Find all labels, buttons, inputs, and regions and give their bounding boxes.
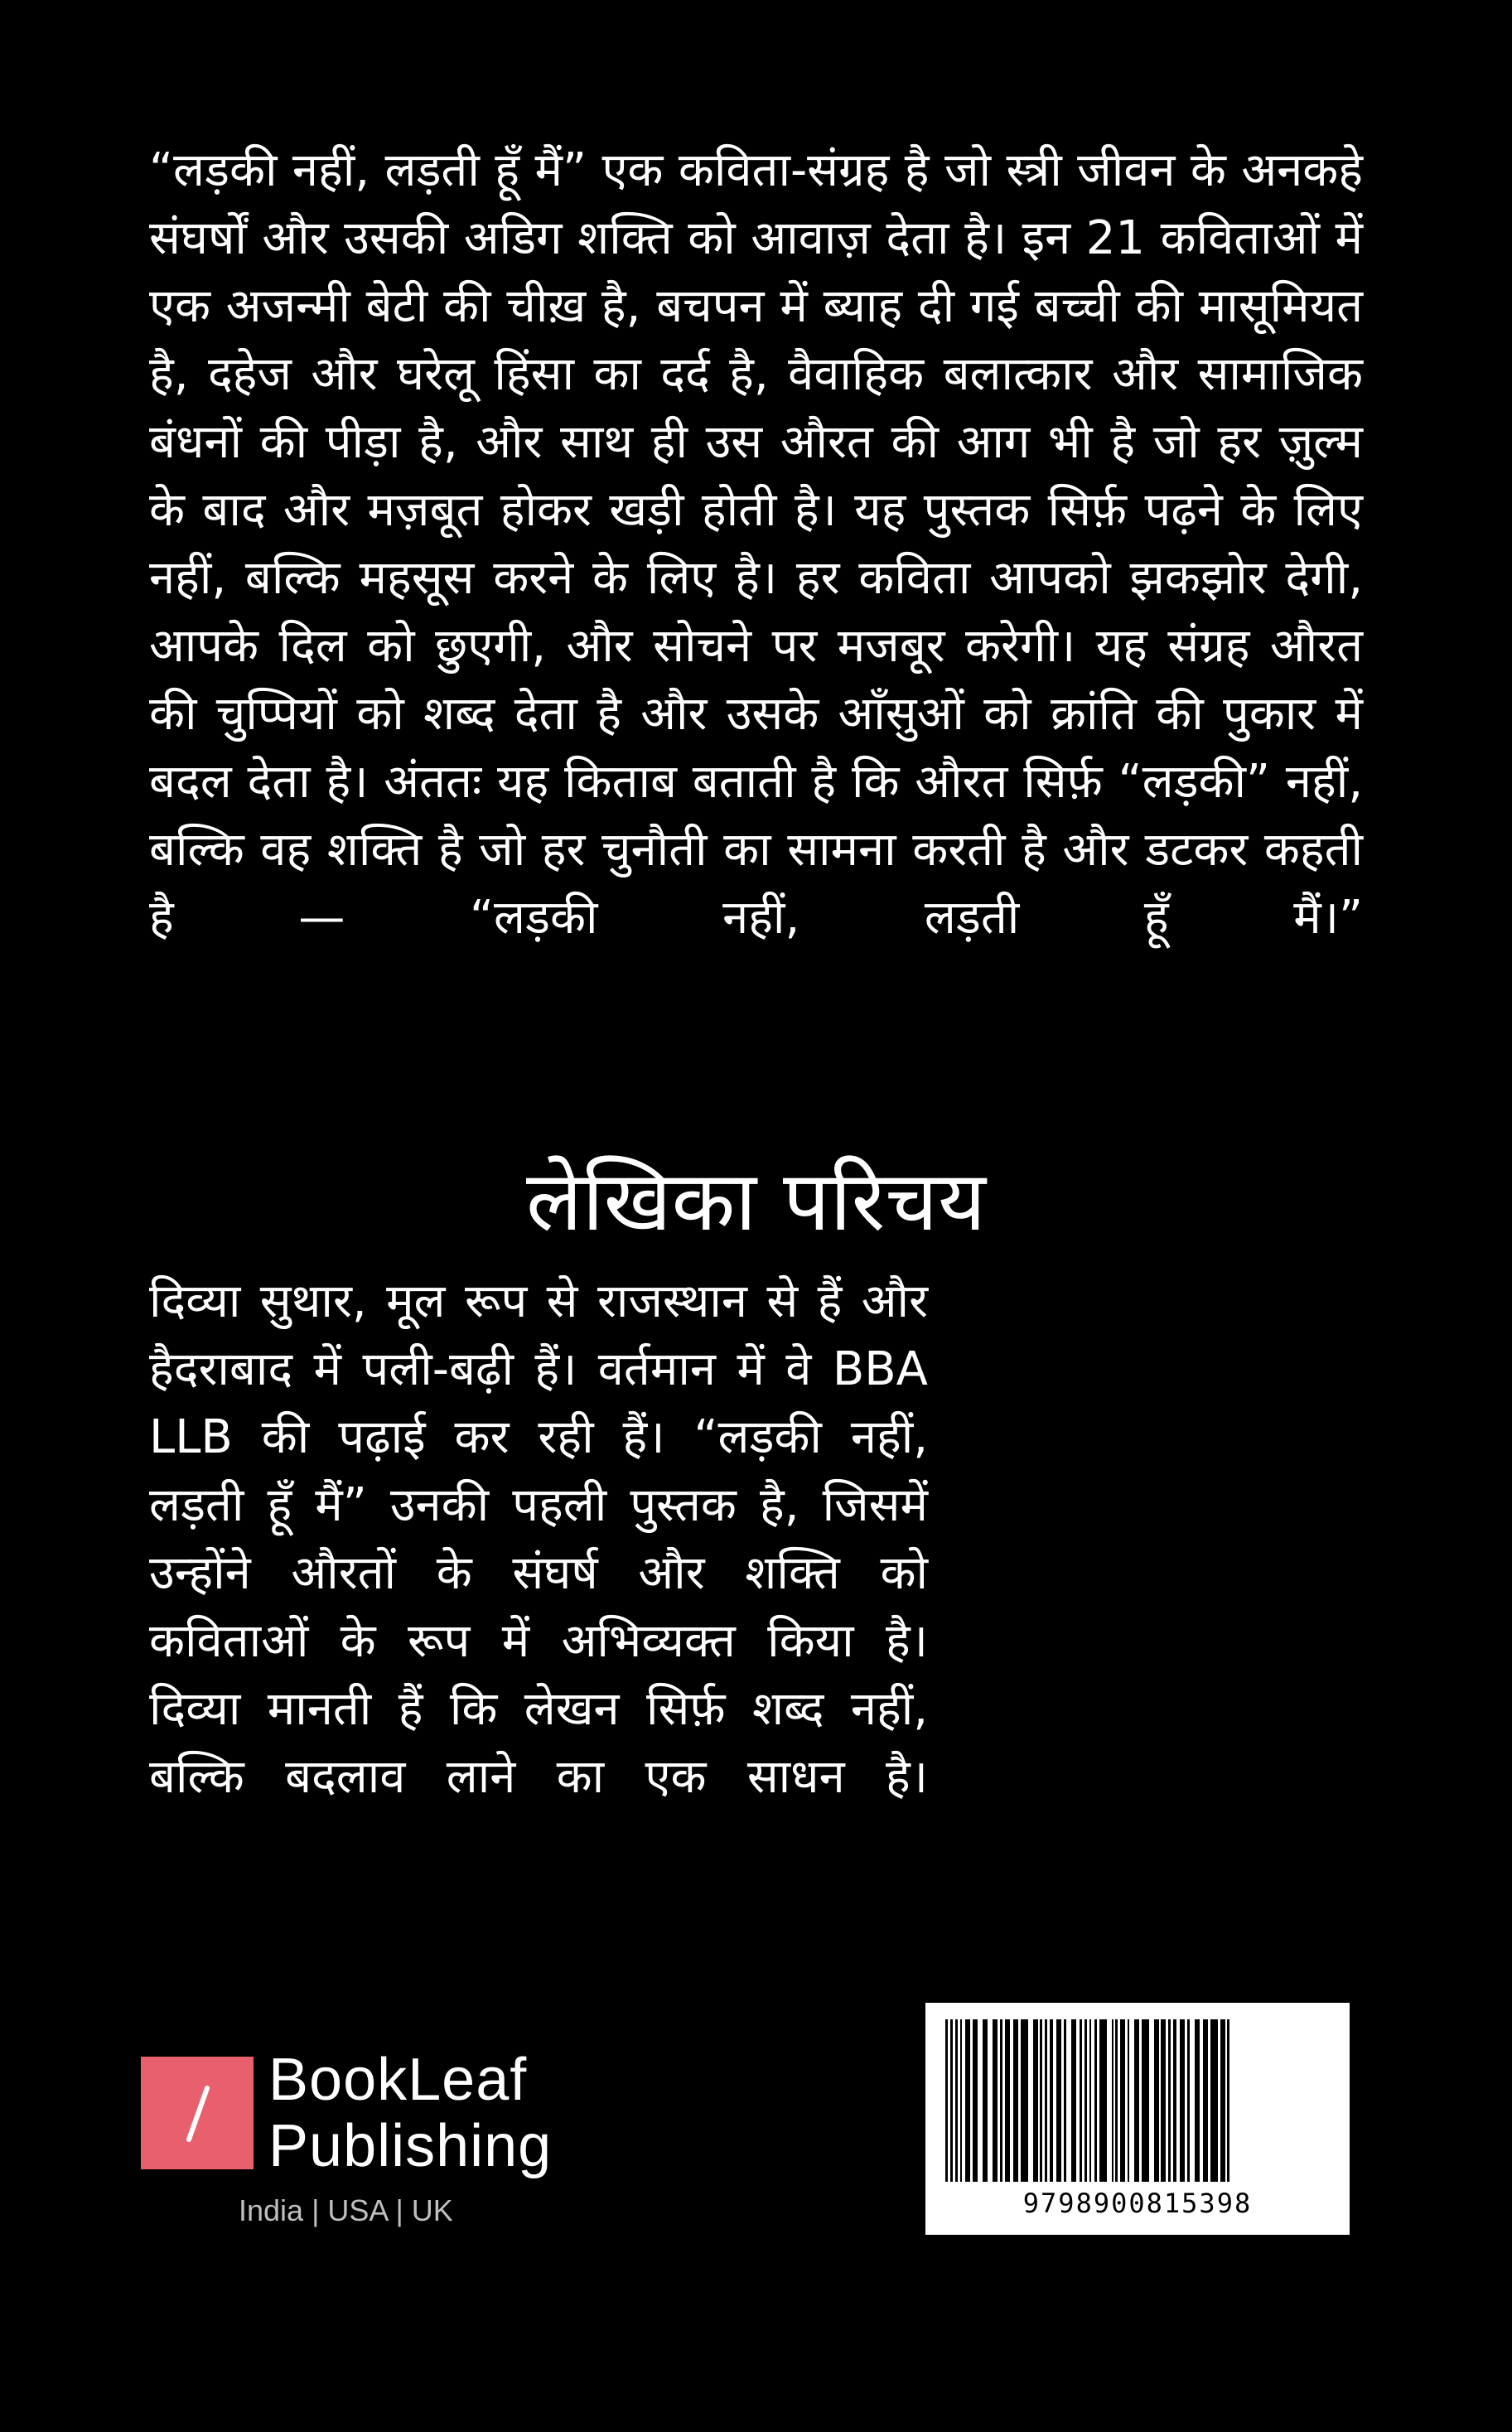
barcode-bar [1115, 2019, 1118, 2182]
barcode-bar [993, 2019, 998, 2182]
barcode-bar [1120, 2019, 1125, 2182]
barcode-bar [1134, 2019, 1139, 2182]
barcode-bar [960, 2019, 962, 2182]
barcode-bar [1128, 2019, 1129, 2182]
barcode-bars [942, 2019, 1333, 2182]
barcode-bar [1064, 2019, 1066, 2182]
barcode-bar [1021, 2019, 1028, 2182]
barcode-bar [950, 2019, 953, 2182]
isbn-number: 9798900815398 [1022, 2188, 1253, 2219]
barcode-bar [1045, 2019, 1047, 2182]
barcode-bar [1195, 2019, 1200, 2182]
barcode-bar [1180, 2019, 1185, 2182]
barcode-bar [1112, 2019, 1113, 2182]
back-cover-blurb: “लड़की नहीं, लड़ती हूँ मैं” एक कविता-संग्रह है जो स्त्री जीवन के अनकहे संघर्षों और उसकी अडिग शक्ति को आवाज़ देता है। इन 21 कविताओं में एक अजन्मी बेटी की चीख़ है, बचपन में ब्याह दी गई बच्ची की मासूमियत है, दहेज और घरेलू हिंसा का दर्द है, वैवाहिक बलात्कार और सामाजिक बंधनों की पीड़ा है, और साथ ही उस औरत की आग भी है जो हर ज़ुल्म के बाद और मज़बूत होकर खड़ी होती है। यह पुस्तक सिर्फ़ पढ़ने के लिए नहीं, बल्कि महसूस करने के लिए है। हर कविता आपको झकझोर देगी, आपके दिल को छुएगी, और सोचने पर मजबूर करेगी। यह संग्रह औरत की चुप्पियों को शब्द देता है और उसके आँसुओं को क्रांति की पुकार में बदल देता है। अंततः यह किताब बताती है कि औरत सिर्फ़ “लड़की” नहीं, बल्कि वह शक्ति है जो हर चुनौती का सामना करती है और डटकर कहती है — “लड़की नहीं, लड़ती हूँ मैं।” [149, 143, 1363, 945]
barcode-bar [1013, 2019, 1018, 2182]
barcode-bar [1173, 2019, 1176, 2182]
barcode-bar [1099, 2019, 1107, 2182]
barcode-bar [983, 2019, 988, 2182]
barcode-bar [1187, 2019, 1190, 2182]
barcode-bar [1210, 2019, 1218, 2182]
barcode-bar [965, 2019, 970, 2182]
barcode-bar [1142, 2019, 1149, 2182]
publisher-name [268, 2047, 552, 2179]
barcode-bar [1161, 2019, 1166, 2182]
slash-icon [141, 2057, 254, 2169]
barcode-bar [1084, 2019, 1087, 2182]
barcode-bar [1050, 2019, 1053, 2182]
barcode-bar [1154, 2019, 1159, 2182]
barcode-bar [1080, 2019, 1082, 2182]
publisher-name-line1: BookLeaf [268, 2047, 528, 2113]
publisher-logo [141, 2047, 572, 2237]
barcode-bar [945, 2019, 948, 2182]
barcode-bar [1227, 2019, 1229, 2182]
barcode-bar [1000, 2019, 1002, 2182]
publisher-name-line2: Publishing [268, 2113, 553, 2179]
barcode-bar [1094, 2019, 1097, 2182]
barcode [925, 2003, 1350, 2235]
barcode-bar [1071, 2019, 1076, 2182]
barcode-bar [1089, 2019, 1091, 2182]
barcode-bar [1220, 2019, 1225, 2182]
barcode-bar [1056, 2019, 1061, 2182]
barcode-bar [1033, 2019, 1038, 2182]
barcode-bar [1168, 2019, 1171, 2182]
publisher-regions: India | USA | UK [239, 2193, 453, 2227]
barcode-bar [1040, 2019, 1042, 2182]
barcode-bar [955, 2019, 958, 2182]
author-intro-heading: लेखिका परिचय [525, 1153, 987, 1250]
barcode-bar [1005, 2019, 1010, 2182]
author-bio: दिव्या सुथार, मूल रूप से राजस्थान से हैं और हैदराबाद में पली-बढ़ी हैं। वर्तमान में वे BBA LLB की पढ़ाई कर रही हैं। “लड़की नहीं, लड़ती हूँ मैं” उनकी पहली पुस्तक है, जिसमें उन्होंने औरतों के संघर्ष और शक्ति को कविताओं के रूप में अभिव्यक्त किया है। दिव्या मानती हैं कि लेखन सिर्फ़ शब्द नहीं, बल्कि बदलाव लाने का एक साधन है। [149, 1274, 928, 1804]
barcode-bar [1203, 2019, 1208, 2182]
barcode-bar [973, 2019, 978, 2182]
